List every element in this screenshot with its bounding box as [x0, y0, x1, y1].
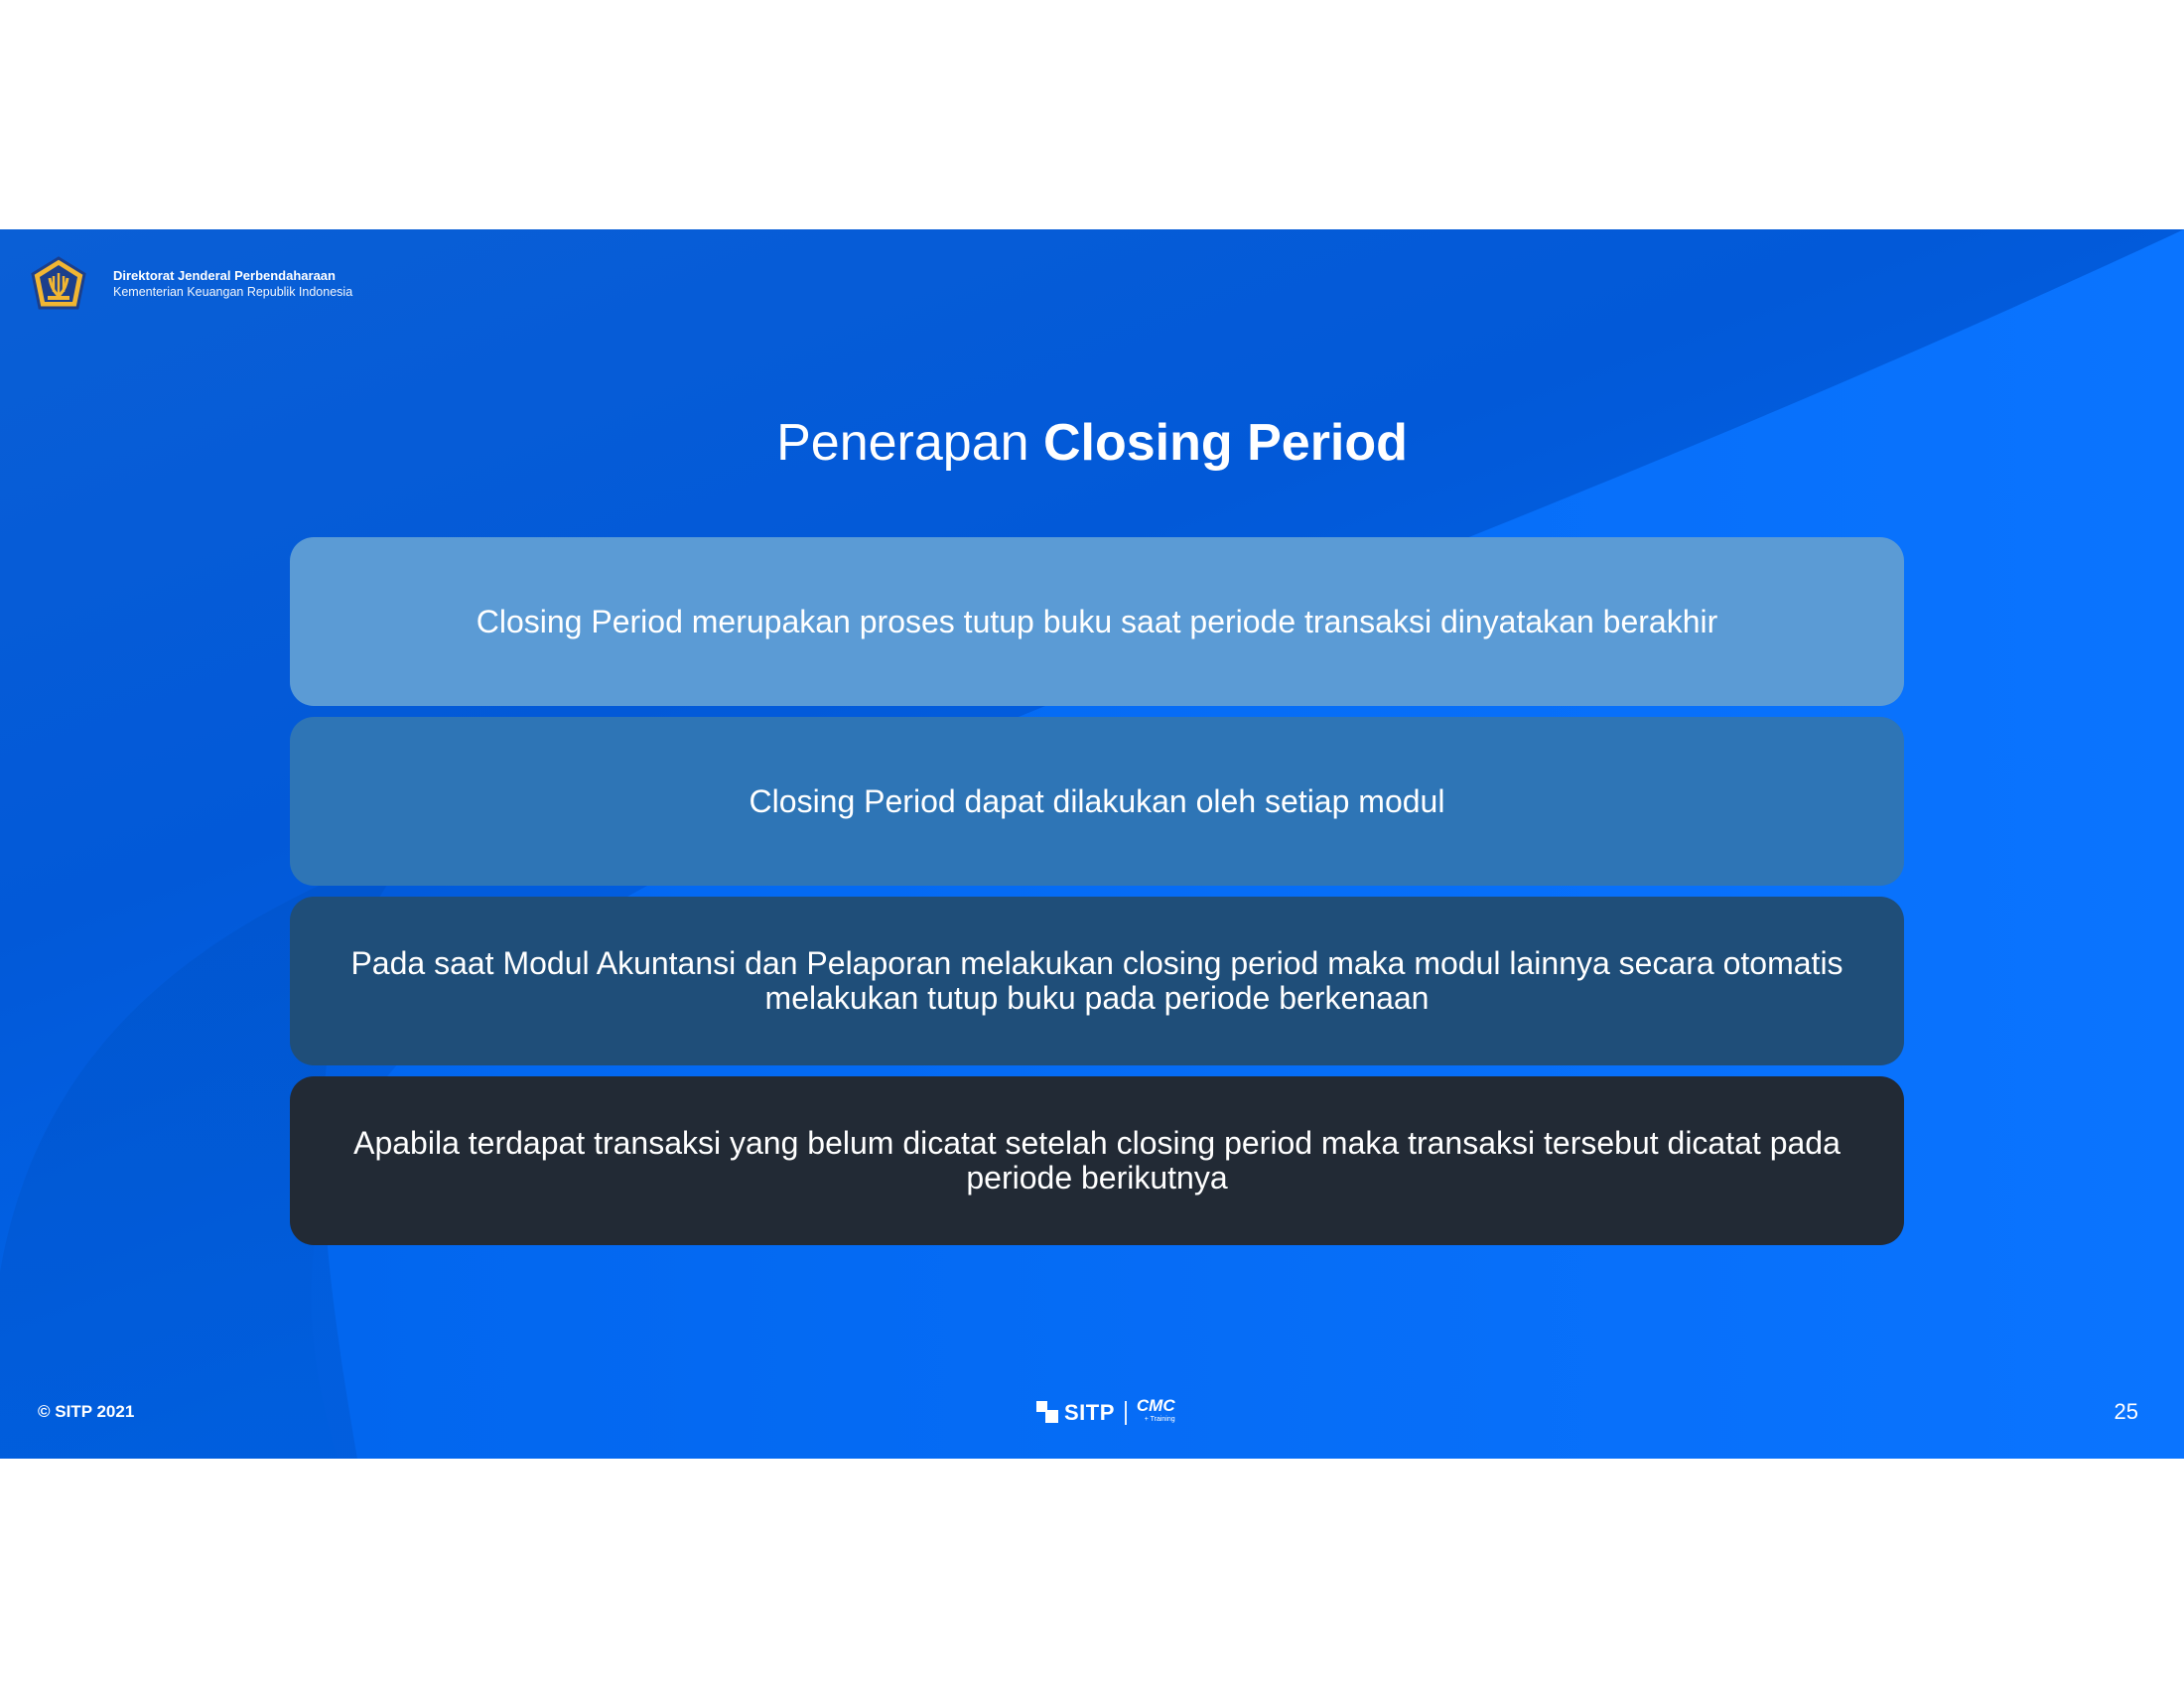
slide-title-bold: Closing Period [1042, 414, 1408, 472]
slide-title-light: Penerapan [776, 414, 1043, 472]
cmc-logo [1136, 1396, 1175, 1427]
org-name: Direktorat Jenderal Perbendaharaan [113, 268, 336, 283]
card-list [290, 537, 1904, 1256]
logo-divider [1125, 1401, 1127, 1425]
info-card-4 [290, 1076, 1904, 1245]
info-card-text: Closing Period merupakan proses tutup buku saat periode transaksi dinyatakan berakhir [476, 603, 1718, 639]
org-text [113, 267, 352, 301]
slide-title [0, 408, 2184, 478]
info-card-text: Apabila terdapat transaksi yang belum dicatat setelah closing period maka transaksi tersebut dicatat pada periode berikutnya [353, 1125, 1841, 1196]
cmc-logo-subtext: + Training [1144, 1416, 1175, 1423]
cmc-logo-text: CMC [1136, 1396, 1175, 1415]
info-card-1 [290, 537, 1904, 706]
footer-copyright: © SITP 2021 [38, 1402, 135, 1421]
info-card-3 [290, 897, 1904, 1065]
header [30, 256, 352, 312]
footer-logo [1036, 1396, 1175, 1427]
kemenkeu-emblem-icon [30, 256, 87, 312]
info-card-text: Pada saat Modul Akuntansi dan Pelaporan melakukan closing period maka modul lainnya secara otomatis melakukan tutup buku pada periode berkenaan [350, 945, 1843, 1016]
page-number: 25 [2114, 1399, 2138, 1424]
info-card-text: Closing Period dapat dilakukan oleh setiap modul [749, 782, 1445, 819]
sitp-logo-text: SITP [1064, 1400, 1115, 1425]
info-card-2 [290, 717, 1904, 886]
slide [0, 229, 2184, 1459]
sitp-logo-icon [1036, 1401, 1062, 1425]
org-subtitle: Kementerian Keuangan Republik Indonesia [113, 285, 353, 299]
